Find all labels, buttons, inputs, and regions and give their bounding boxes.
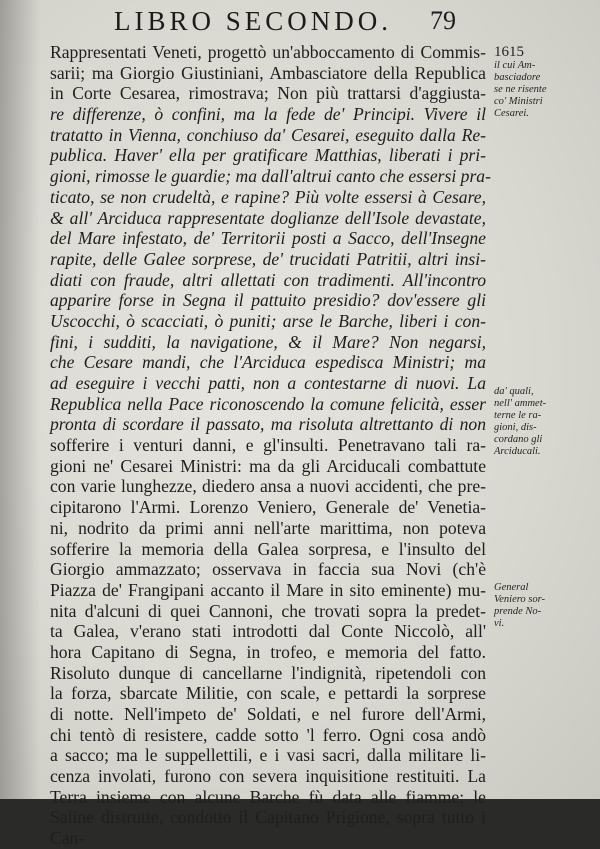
margin-line: Arciducali. xyxy=(494,446,541,457)
text-line: Uscocchi, ò scacciati, ò puniti; arse le Barche, liberi i con- xyxy=(50,310,486,331)
main-text xyxy=(50,42,491,849)
text-line: Risoluto dunque di cancellarne l'indignità, ripetendoli con xyxy=(50,662,486,683)
text-line: gioni, rimosse le guardie; ma dall'altrui canto che essersi pra- xyxy=(50,166,491,187)
margin-line: terne le ra- xyxy=(494,410,542,421)
text-line: Terra insieme con alcune Barche fù data alle fiamme; le xyxy=(50,786,486,807)
text-line: Rappresentati Veneti, progettò un'abboccamento di Commis- xyxy=(50,42,486,62)
margin-line: basciadore xyxy=(494,72,541,83)
text-line: ta Galea, v'erano stati introdotti dal Conte Niccolò, all' xyxy=(50,621,486,642)
text-line: pronta di scordare il passato, ma risoluta altrettanto di non xyxy=(50,414,486,435)
margin-line: se ne risente xyxy=(494,84,547,95)
page-header xyxy=(100,2,480,40)
text-line: Piazza de' Frangipani accanto il Mare in sito eminente) mu- xyxy=(50,579,486,600)
margin-line: gioni, dis- xyxy=(494,422,537,433)
text-line: a sacco; ma le suppellettili, e i vasi sacri, dalla militare li- xyxy=(50,745,486,766)
text-line: in Corte Cesarea, rimostrava; Non più trattarsi d'aggiusta- xyxy=(50,83,486,104)
margin-line: prende No- xyxy=(494,606,542,617)
margin-note-arciducali xyxy=(494,386,578,458)
binding-shadow xyxy=(0,0,40,799)
text-line: fini, i sudditi, la navigatione, & il Mare? Non negarsi, xyxy=(50,331,486,352)
margin-line: Veniero sor- xyxy=(494,594,546,605)
text-line: hora Capitano di Segna, in trofeo, e memoria del fatto. xyxy=(50,641,486,662)
margin-line: co' Ministri xyxy=(494,96,543,107)
text-line: rapite, delle Galee sorprese, de' trucidati Patritii, altri insi- xyxy=(50,248,486,269)
text-line: nita d'alcuni di quei Cannoni, che trovati sopra la predet- xyxy=(50,600,486,621)
text-line: sarii; ma Giorgio Giustiniani, Ambasciatore della Republica xyxy=(50,62,486,83)
text-line: cipitarono l'Armi. Lorenzo Veniero, Generale de' Venetia- xyxy=(50,497,486,518)
text-line: ticato, se non crudeltà, e rapine? Più volte essersi à Cesare, xyxy=(50,186,486,207)
text-line: re differenze, ò confini, ma la fede de' Principi. Vivere il xyxy=(50,104,486,125)
text-line: publica. Haver' ella per gratificare Matthias, liberati i pri- xyxy=(50,145,486,166)
text-line: chi tentò di resistere, cadde sotto 'l ferro. Ogni cosa andò xyxy=(50,724,486,745)
page-number: 79 xyxy=(430,6,456,35)
text-line: Giorgio ammazzato; osservava in faccia sua Novi (ch'è xyxy=(50,559,486,580)
margin-line: il cui Am- xyxy=(494,60,536,71)
margin-line: nell' ammet- xyxy=(494,398,547,409)
text-line: di notte. Nell'impeto de' Soldati, e nel furore dell'Armi, xyxy=(50,704,486,724)
text-line: apparire forse in Segna il pattuito presidio? dov'essere gli xyxy=(50,290,486,311)
margin-line: da' quali, xyxy=(494,386,534,397)
text-line: la forza, sbarcate Militie, con scale, e pettardi la sorprese xyxy=(50,683,486,704)
margin-year: 1615 xyxy=(494,44,524,60)
text-line: sofferire i venturi danni, e gl'insulti. Penetravano tali ra- xyxy=(50,435,486,456)
margin-note-veniero xyxy=(494,582,578,630)
text-line: tratatto in Vienna, conchiuso da' Cesarei, eseguito dalla Re- xyxy=(50,124,486,145)
text-line: Saline distrutte, condotto il Capitano Prigione, sopra tutto i xyxy=(50,807,486,828)
text-line: gioni ne' Cesarei Ministri: ma da gli Arciducali combattute xyxy=(50,455,486,476)
margin-line: General xyxy=(494,582,529,593)
running-title: LIBRO SECONDO. xyxy=(114,6,393,36)
margin-line: cordano gli xyxy=(494,434,543,445)
text-line: Republica nella Pace riconoscendo la comune felicità, esser xyxy=(50,393,486,414)
text-line: ni, nodrito da primi anni nell'arte marittima, non poteva xyxy=(50,517,486,538)
catchword: Can- xyxy=(50,828,85,849)
margin-line: vi. xyxy=(494,618,505,629)
text-line: cenza involati, furono con severa inquisitione restituiti. La xyxy=(50,766,486,787)
text-line: con varie lunghezze, diedero ansa a nuovi accidenti, che pre- xyxy=(50,476,486,497)
text-line: che Cesare mandi, che l'Arciduca espedisca Ministri; ma xyxy=(50,352,486,373)
text-line: del Mare infestato, de' Territorii posti a Sacco, dell'Insegne xyxy=(50,228,486,249)
text-line: sofferire la memoria della Galea sorpresa, e l'insulto del xyxy=(50,538,486,559)
text-line: diati con fraude, altri allettati con tradimenti. All'incontro xyxy=(50,269,486,290)
text-line: & all' Arciduca rappresentate doglianze dell'Isole devastate, xyxy=(50,207,486,228)
margin-line: Cesarei. xyxy=(494,108,529,119)
text-line: ad eseguire i vecchi patti, non a contestarne di nuovi. La xyxy=(50,373,486,393)
margin-note-year-1615 xyxy=(494,44,578,120)
